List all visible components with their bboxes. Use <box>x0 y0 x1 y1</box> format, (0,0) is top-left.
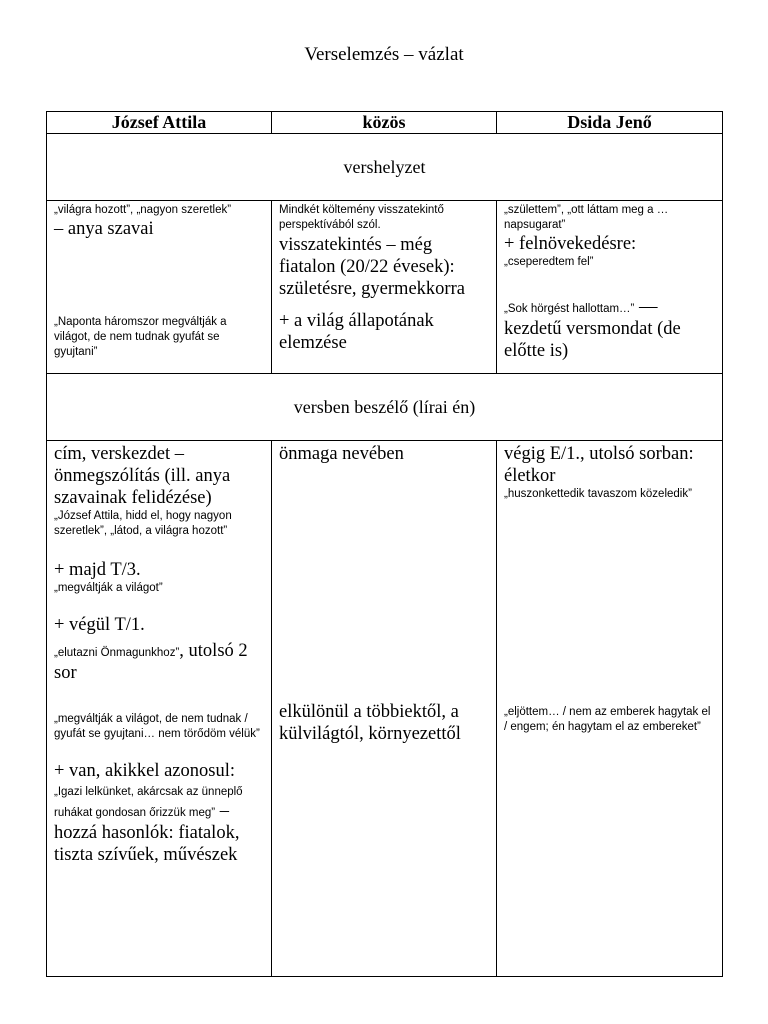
body-text: + majd T/3. <box>54 560 141 580</box>
body-text: + felnövekedésre: <box>504 234 637 254</box>
quote-text: „Igazi lelkünket, akárcsak az ünneplő ruhákat gondosan őrizzük meg” <box>54 786 243 819</box>
header-jozsef-attila: József Attila <box>47 112 272 134</box>
quote-text: „cseperedtem fel” <box>504 256 594 268</box>
body-text: visszatekintés – még fiatalon (20/22 évesek): születésre, gyermekkorra <box>279 235 465 299</box>
quote-text: „világra hozott”, „nagyon szeretlek” <box>54 204 232 216</box>
section-row-beszelo <box>47 374 723 441</box>
body-text: , utolsó 2 sor <box>54 641 248 683</box>
page-title: Verselemzés – vázlat <box>304 44 464 65</box>
body-text: + végül T/1. <box>54 615 145 635</box>
body-text: – hozzá hasonlók: fiatalok, tiszta szívűek, művészek <box>54 801 240 865</box>
header-kozos: közös <box>272 112 497 134</box>
header-row <box>47 112 723 134</box>
body-text: cím, verskezdet – önmegszólítás (ill. anya szavainak felidézése) <box>54 444 231 508</box>
quote-text: „elutazni Önmagunkhoz” <box>54 647 180 659</box>
cell-beszelo-jozsef <box>47 441 272 977</box>
body-text: kezdetű versmondat (de előtte is) <box>504 319 681 361</box>
quote-text: „Sok hörgést hallottam…” <box>504 303 635 315</box>
cell-beszelo-kozos <box>272 441 497 977</box>
cell-vershelyzet-kozos <box>272 201 497 374</box>
section-beszelo: versben beszélő (lírai én) <box>47 374 723 441</box>
quote-text: „megváltják a világot, de nem tudnak / gyufát se gyujtani… nem törődöm vélük” <box>54 713 260 740</box>
cell-beszelo-dsida <box>497 441 723 977</box>
quote-text: „József Attila, hidd el, hogy nagyon szeretlek”, „látod, a világra hozott” <box>54 510 232 537</box>
section-vershelyzet: vershelyzet <box>47 134 723 201</box>
table-row-beszelo <box>47 441 723 977</box>
cell-vershelyzet-dsida <box>497 201 723 374</box>
table-row-vershelyzet <box>47 201 723 374</box>
cell-vershelyzet-jozsef <box>47 201 272 374</box>
body-text: + a világ állapotának elemzése <box>279 311 434 353</box>
analysis-table <box>46 111 723 977</box>
body-text: elkülönül a többiektől, a külvilágtól, környezettől <box>279 702 461 744</box>
body-text: önmaga nevében <box>279 444 404 464</box>
quote-text: „Naponta háromszor megváltják a világot, de nem tudnak gyufát se gyujtani” <box>54 316 227 358</box>
quote-text: „megváltják a világot” <box>54 582 163 594</box>
header-dsida-jeno: Dsida Jenő <box>497 112 723 134</box>
body-text: + van, akikkel azonosul: <box>54 761 235 781</box>
quote-text: „eljöttem… / nem az emberek hagytak el / engem; én hagytam el az embereket” <box>504 706 711 733</box>
body-text: — <box>634 297 658 317</box>
note-text: Mindkét költemény visszatekintő perspektívából szól. <box>279 204 444 231</box>
quote-text: „huszonkettedik tavaszom közeledik” <box>504 488 692 500</box>
body-text: – anya szavai <box>54 219 154 239</box>
quote-text: „születtem”, „ott láttam meg a … napsugarat” <box>504 204 669 231</box>
section-row-vershelyzet <box>47 134 723 201</box>
body-text: végig E/1., utolsó sorban: életkor <box>504 444 694 486</box>
